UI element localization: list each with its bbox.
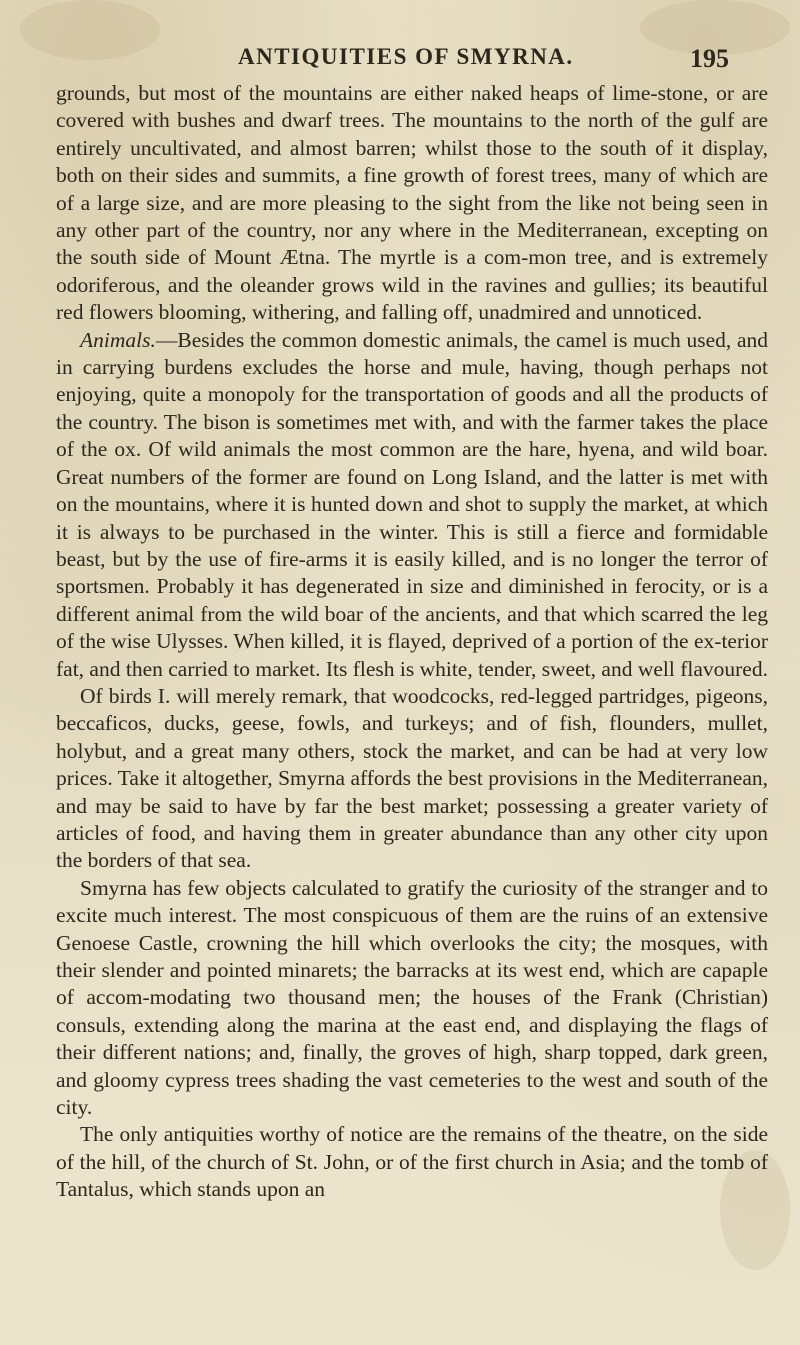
page-number: 195 [690,44,729,73]
running-head: ANTIQUITIES OF SMYRNA. [238,44,574,69]
section-heading: Animals. [80,327,156,352]
page-header [0,44,800,80]
paragraph-antiquities: The only antiquities worthy of notice are the remains of the theatre, on the side of the hill, of the church of St. John, or of the first church in Asia; and the tomb of Tantalus, which stands upon an [56,1122,768,1202]
paragraph-text: —Besides the common domestic animals, the camel is much used, and in carrying burdens excludes the horse and mule, having, though perhaps not enjoying, quite a monopoly for the transportation of goods and all the products of the country. The bison is sometimes met with, and with the farmer takes the place of the ox. Of wild animals the most common are the hare, hyena, and wild boar. Great numbers of the former are found on Long Island, and the latter is met with on the mountains, where it is hunted down and shot to supply the market, at which it is always to be purchased in the winter. This is still a fierce and formidable beast, but by the use of fire-arms it is easily killed, and is no longer the terror of sportsmen. Probably it has degenerated in size and diminished in ferocity, or is a different animal from the wild boar of the ancients, and that which scarred the leg of the wise Ulysses. When killed, it is flayed, deprived of a portion of the ex-terior fat, and then carried to market. Its flesh is white, tender, sweet, and well flavoured. [56,327,768,681]
paragraph-city-sights: Smyrna has few objects calculated to gratify the curiosity of the stranger and to excite much interest. The most conspicuous of them are the ruins of an extensive Genoese Castle, crowning the hill which overlooks the city; the mosques, with their slender and pointed minarets; the barracks at its west end, which are capaple of accom-modating two thousand men; the houses of the Frank (Christian) consuls, extending along the marina at the east end, and displaying the flags of their different nations; and, finally, the groves of high, sharp topped, dark green, and gloomy cypress trees shading the vast cemeteries to the west and south of the city. [56,875,768,1120]
body-text [56,80,768,1204]
paragraph-birds-fish: Of birds I. will merely remark, that woodcocks, red-legged partridges, pigeons, beccaficos, ducks, geese, fowls, and turkeys; and of fish, flounders, mullet, holybut, and a great many others, stock the market, and can be had at very low prices. Take it altogether, Smyrna affords the best provisions in the Mediterranean, and may be said to have by far the best market; possessing a greater variety of articles of food, and having them in greater abundance than any other city upon the borders of that sea. [56,683,768,873]
paragraph-flora: grounds, but most of the mountains are either naked heaps of lime-stone, or are covered with bushes and dwarf trees. The mountains to the north of the gulf are entirely uncultivated, and almost barren; whilst those to the south of it display, both on their sides and summits, a fine growth of forest trees, many of which are of a large size, and are more pleasing to the sight from the like not being seen in any other part of the country, nor any where in the Mediterranean, excepting on the south side of Mount Ætna. The myrtle is a com-mon tree, and is extremely odoriferous, and the oleander grows wild in the ravines and gullies; its beautiful red flowers blooming, withering, and falling off, unadmired and unnoticed. [56,81,768,325]
paragraph-animals [56,327,768,683]
